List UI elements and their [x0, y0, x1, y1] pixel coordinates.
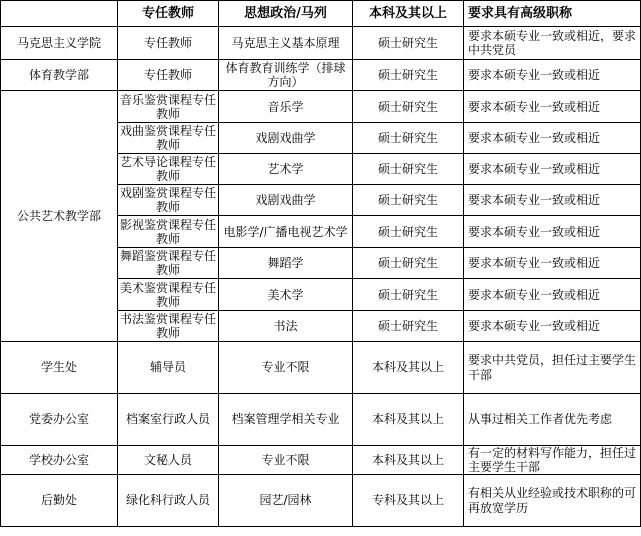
- major-cell: 书法: [219, 311, 353, 342]
- position-cell: 艺术导论课程专任教师: [118, 154, 219, 185]
- table-body: [1, 1, 641, 527]
- requirement-cell: 有相关从业经验或技术职称的可再放宽学历: [464, 475, 641, 527]
- header-position: 专任教师: [118, 1, 219, 27]
- major-cell: 专业不限: [219, 446, 353, 475]
- degree-cell: 硕士研究生: [353, 185, 464, 216]
- department-cell: 党委办公室: [1, 394, 118, 446]
- major-cell: 艺术学: [219, 154, 353, 185]
- position-cell: 书法鉴赏课程专任教师: [118, 311, 219, 342]
- major-cell: 戏剧戏曲学: [219, 185, 353, 216]
- major-cell: 马克思主义基本原理: [219, 27, 353, 60]
- major-cell: 美术学: [219, 279, 353, 311]
- department-cell: 公共艺术教学部: [1, 91, 118, 342]
- position-cell: 音乐鉴赏课程专任教师: [118, 91, 219, 123]
- position-cell: 档案室行政人员: [118, 394, 219, 446]
- department-cell: 后勤处: [1, 475, 118, 527]
- position-cell: 舞蹈鉴赏课程专任教师: [118, 248, 219, 279]
- department-cell: 马克思主义学院: [1, 27, 118, 60]
- requirement-cell: 要求本硕专业一致或相近: [464, 311, 641, 342]
- major-cell: 舞蹈学: [219, 248, 353, 279]
- degree-cell: 硕士研究生: [353, 27, 464, 60]
- major-cell: 体育教育训练学（排球方向）: [219, 60, 353, 91]
- table-row: [1, 91, 641, 123]
- degree-cell: 硕士研究生: [353, 311, 464, 342]
- header-degree: 本科及其以上: [353, 1, 464, 27]
- position-cell: 绿化科行政人员: [118, 475, 219, 527]
- table-row: [1, 60, 641, 91]
- header-department-cell: [1, 1, 118, 27]
- degree-cell: 硕士研究生: [353, 216, 464, 248]
- requirement-cell: 要求本硕专业一致或相近，要求中共党员: [464, 27, 641, 60]
- header-major: 思想政治/马列: [219, 1, 353, 27]
- requirement-cell: 要求本硕专业一致或相近: [464, 123, 641, 154]
- major-cell: 档案管理学相关专业: [219, 394, 353, 446]
- position-cell: 辅导员: [118, 342, 219, 394]
- requirement-cell: 要求本硕专业一致或相近: [464, 185, 641, 216]
- degree-cell: 硕士研究生: [353, 154, 464, 185]
- requirement-cell: 要求本硕专业一致或相近: [464, 60, 641, 91]
- requirement-cell: 要求本硕专业一致或相近: [464, 248, 641, 279]
- header-row: [1, 1, 641, 27]
- degree-cell: 硕士研究生: [353, 60, 464, 91]
- major-cell: 音乐学: [219, 91, 353, 123]
- degree-cell: 硕士研究生: [353, 248, 464, 279]
- degree-cell: 硕士研究生: [353, 91, 464, 123]
- position-cell: 专任教师: [118, 60, 219, 91]
- degree-cell: 本科及其以上: [353, 342, 464, 394]
- table-row: [1, 342, 641, 394]
- table-row: [1, 394, 641, 446]
- department-cell: 学生处: [1, 342, 118, 394]
- requirement-cell: 要求本硕专业一致或相近: [464, 154, 641, 185]
- major-cell: 专业不限: [219, 342, 353, 394]
- requirement-cell: 要求本硕专业一致或相近: [464, 216, 641, 248]
- degree-cell: 硕士研究生: [353, 279, 464, 311]
- requirement-cell: 要求本硕专业一致或相近: [464, 279, 641, 311]
- position-cell: 美术鉴赏课程专任教师: [118, 279, 219, 311]
- major-cell: 戏剧戏曲学: [219, 123, 353, 154]
- degree-cell: 硕士研究生: [353, 123, 464, 154]
- position-cell: 戏曲鉴赏课程专任教师: [118, 123, 219, 154]
- table-row: [1, 446, 641, 475]
- position-cell: 文秘人员: [118, 446, 219, 475]
- position-cell: 戏剧鉴赏课程专任教师: [118, 185, 219, 216]
- major-cell: 电影学/广播电视艺术学: [219, 216, 353, 248]
- major-cell: 园艺/园林: [219, 475, 353, 527]
- department-cell: 学校办公室: [1, 446, 118, 475]
- header-requirement: 要求具有高级职称: [464, 1, 641, 27]
- table-row: [1, 475, 641, 527]
- degree-cell: 本科及其以上: [353, 394, 464, 446]
- degree-cell: 本科及其以上: [353, 446, 464, 475]
- department-cell: 体育教学部: [1, 60, 118, 91]
- position-cell: 影视鉴赏课程专任教师: [118, 216, 219, 248]
- position-cell: 专任教师: [118, 27, 219, 60]
- table-row: [1, 27, 641, 60]
- requirement-cell: 要求中共党员，担任过主要学生干部: [464, 342, 641, 394]
- requirement-cell: 要求本硕专业一致或相近: [464, 91, 641, 123]
- degree-cell: 专科及其以上: [353, 475, 464, 527]
- requirement-cell: 有一定的材料写作能力，担任过主要学生干部: [464, 446, 641, 475]
- requirement-cell: 从事过相关工作者优先考虑: [464, 394, 641, 446]
